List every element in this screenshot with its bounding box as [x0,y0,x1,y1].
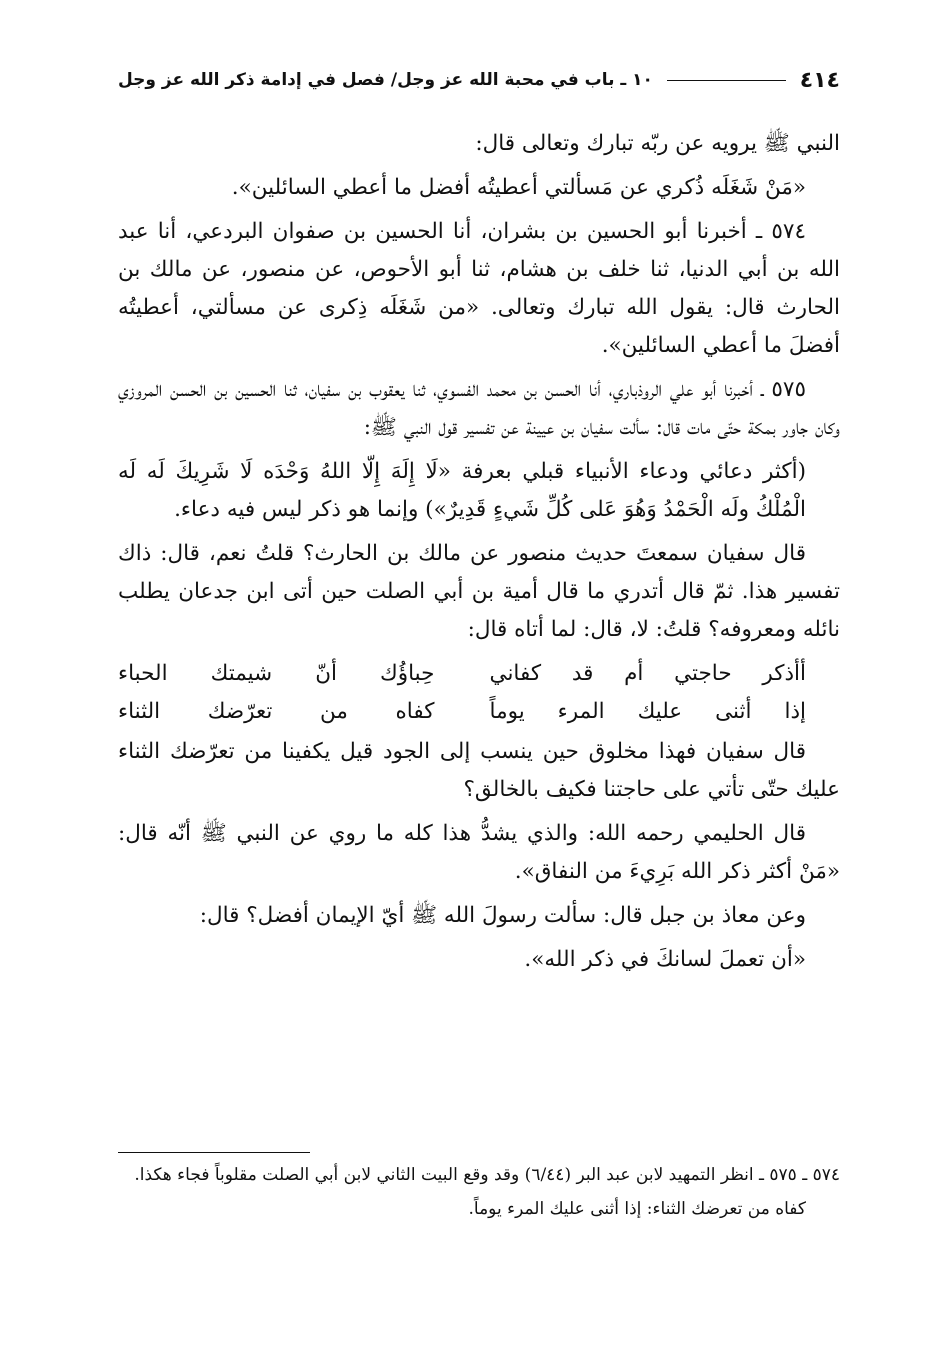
footnote-574-575: ٥٧٤ ـ ٥٧٥ ـ انظر التمهيد لابن عبد البر (٦/٤٤) وقد وقع البيت الثاني لابن أبي الصلت مقلوباً فجاء هكذا. [134,1165,840,1185]
poem-verse [118,693,806,731]
poem-first-hemistich: أأذكر حاجتي أم قد كفاني [489,661,806,686]
paragraph-sufyan-comment: قال سفيان فهذا مخلوق حين ينسب إلى الجود قيل يكفينا من تعرّضك الثناء عليك حتّى تأتي على حاجتنا فكيف بالخالق؟ [118,739,840,802]
paragraph-dua-quote: (أكثر دعائي ودعاء الأنبياء قبلي بعرفة «لَا إِلَهَ إِلّا اللهُ وَحْدَه لَا شَرِيكَ لَه لَه الْمُلْكُ ولَه الْحَمْدُ وَهُوَ عَلى كُلِّ شَيءٍ قَدِيرٌ») وإنما هو ذكر ليس فيه دعاء. [118,459,806,522]
paragraph-muadh-answer: «أن تعملَ لسانكَ في ذكر الله». [524,947,806,972]
paragraph-muadh: وعن معاذ بن جبل قال: سألت رسولَ الله ﷺ أيّ الإيمان أفضل؟ قال: [199,903,806,928]
running-header [118,62,840,98]
main-text [118,125,840,985]
header-rule [667,80,786,81]
poem-second-hemistich: كفاه من تعرّضك الثناء [118,699,435,724]
footnote-rule [118,1152,310,1153]
poem-first-hemistich: إذا أثنى عليك المرء يوماً [489,699,806,724]
poem [118,655,840,731]
paragraph-575: ٥٧٥ ـ أخبرنا أبو علي الروذباري، أنا الحسن بن محمد الفسوي، ثنا يعقوب بن سفيان، ثنا الحسين بن الحسن المروزي وكان جاور بمكة حتّى مات قال: سألت سفيان بن عيينة عن تفسير قول النبي ﷺ: [118,377,840,440]
footnote-verse: كفاه من تعرضك الثناء: إذا أثنى عليك المرء يوماً. [468,1199,806,1219]
paragraph-574: ٥٧٤ ـ أخبرنا أبو الحسين بن بشران، أنا الحسين بن صفوان البردعي، أنا عبد الله بن أبي الدنيا، ثنا خلف بن هشام، ثنا أبو الأحوص، عن منصور، عن مالك بن الحارث قال: يقول الله تبارك وتعالى. «من شَغَلَه ذِكرى عن مسألتي، أعطيتُه أفضلَ ما أعطي السائلين». [118,219,840,358]
running-title: ١٠ ـ باب في محبة الله عز وجل/ فصل في إدامة ذكر الله عز وجل [118,70,653,90]
page-number: ٤١٤ [799,67,840,93]
paragraph-halimi: قال الحليمي رحمه الله: والذي يشدُّ هذا كله ما روي عن النبي ﷺ أنّه قال: «مَنْ أكثر ذكر الله بَرِيءَ من النفاق». [118,821,840,884]
paragraph-intro: النبي ﷺ يرويه عن ربّه تبارك وتعالى قال: [475,131,840,156]
footnotes [118,1158,840,1226]
paragraph-sufyan: قال سفيان سمعتَ حديث منصور عن مالك بن الحارث؟ قلتُ نعم، قال: ذاك تفسير هذا. ثمّ قال أتدري ما قال أمية بن أبي الصلت حين أتى ابن جدعان يطلب نائله ومعروفه؟ قلتُ: لا، قال: لما أتاه قال: [118,541,840,642]
poem-second-hemistich: حِباؤُك أنّ شيمتك الحباء [118,661,435,686]
paragraph-hadith-quote: «مَنْ شَغَلَه ذُكري عن مَسألتي أعطيتُه أفضل ما أعطي السائلين». [231,175,806,200]
poem-verse [118,655,806,693]
